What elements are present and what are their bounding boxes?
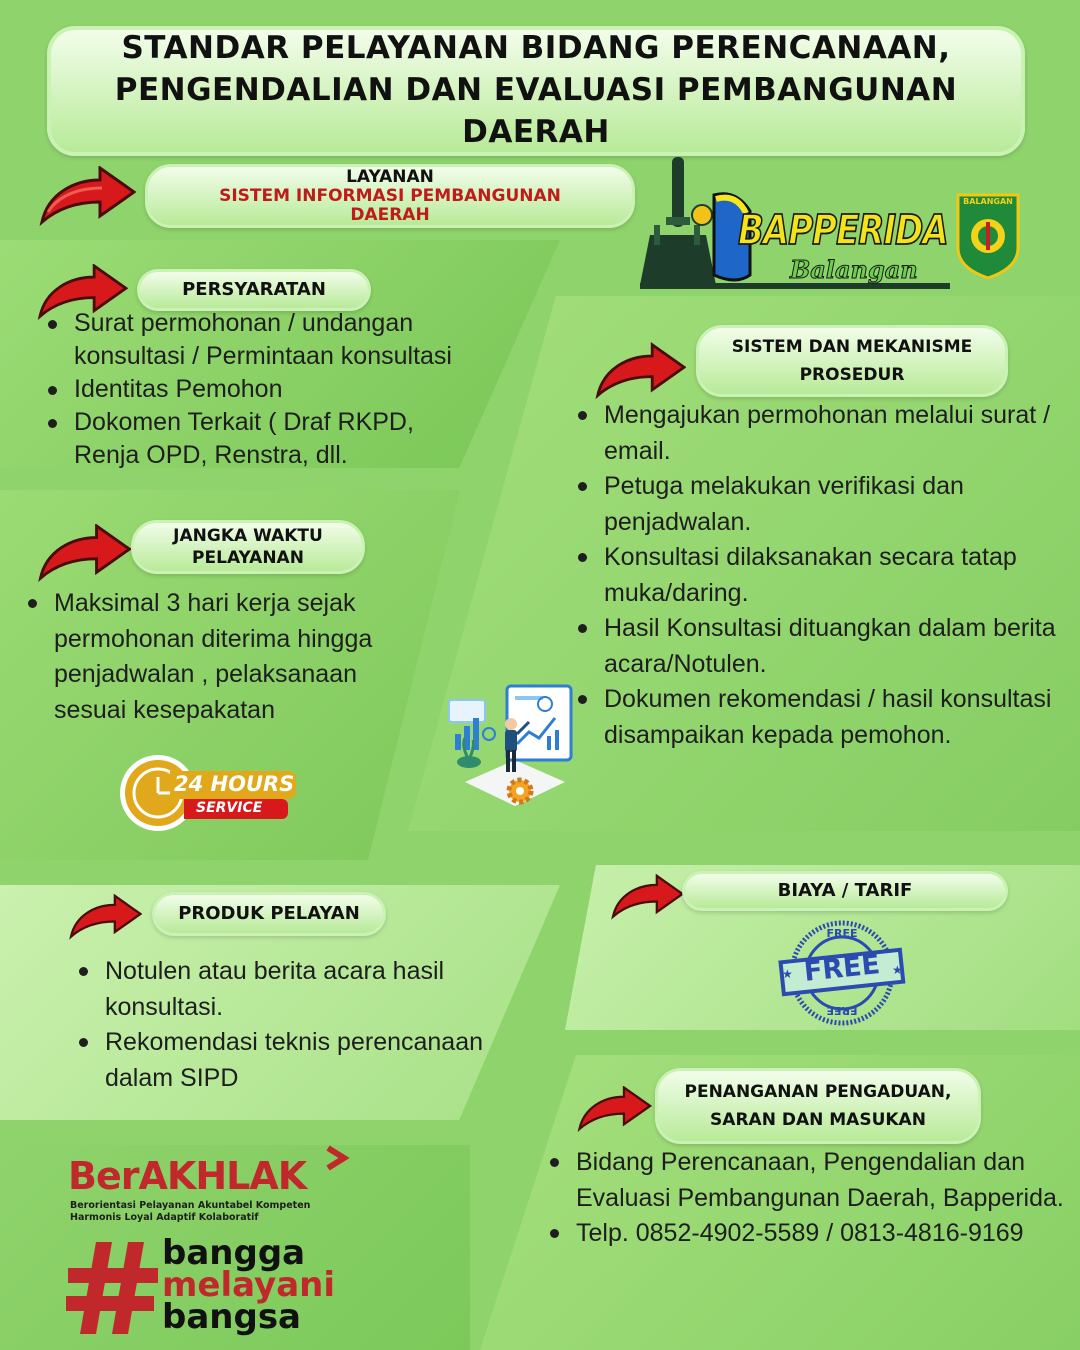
title-line-1: STANDAR PELAYANAN BIDANG PERENCANAAN, bbox=[121, 30, 951, 67]
svg-text:★: ★ bbox=[782, 967, 793, 981]
persyaratan-heading bbox=[137, 269, 371, 311]
list-item: Maksimal 3 hari kerja sejak permohonan diterima hingga penjadwalan , pelaksanaan sesuai kesepakatan bbox=[24, 586, 424, 728]
gear-icon bbox=[503, 774, 537, 808]
list-item: Petuga melakukan verifikasi dan penjadwalan. bbox=[574, 469, 1078, 540]
list-item: Surat permohonan / undangan konsultasi / Permintaan konsultasi bbox=[44, 307, 484, 373]
persyaratan-list bbox=[44, 307, 484, 472]
red-arrow-icon bbox=[36, 524, 132, 582]
jangka-heading-line-2: PELAYANAN bbox=[192, 548, 304, 568]
persyaratan-heading-text: PERSYARATAN bbox=[182, 278, 326, 300]
sistem-heading-line-2: PROSEDUR bbox=[799, 365, 905, 385]
berakhlak-logo bbox=[68, 1148, 358, 1228]
berakhlak-tagline-1: Berorientasi Pelayanan Akuntabel Kompeten bbox=[70, 1200, 311, 1211]
chevron-right-icon bbox=[322, 1144, 352, 1174]
sistem-heading bbox=[696, 325, 1008, 397]
free-stamp-top-text: FREE bbox=[826, 927, 858, 940]
sistem-heading-line-1: SISTEM DAN MEKANISME bbox=[731, 337, 973, 357]
produk-heading-text: PRODUK PELAYAN bbox=[178, 902, 360, 924]
bangga-line-2: melayani bbox=[162, 1265, 336, 1305]
berakhlak-wordmark: BerAKHLAK bbox=[68, 1154, 307, 1198]
jangka-heading-line-1: JANGKA WAKTU bbox=[173, 526, 323, 546]
pengaduan-list bbox=[546, 1145, 1076, 1252]
jangka-heading bbox=[131, 520, 365, 574]
layanan-name-line-2: DAERAH bbox=[350, 204, 430, 225]
bapperida-subtext: Balangan bbox=[790, 255, 918, 284]
list-item: Dokomen Terkait ( Draf RKPD, Renja OPD, Renstra, dll. bbox=[44, 406, 484, 472]
list-item: Hasil Konsultasi dituangkan dalam berita acara/Notulen. bbox=[574, 611, 1078, 682]
list-item: Telp. 0852-4902-5589 / 0813-4816-9169 bbox=[546, 1216, 1076, 1252]
red-arrow-icon bbox=[610, 873, 684, 921]
red-arrow-icon bbox=[594, 342, 686, 400]
jangka-list bbox=[24, 586, 424, 728]
service-text: SERVICE bbox=[196, 800, 263, 816]
sistem-list bbox=[574, 398, 1078, 753]
list-item: Mengajukan permohonan melalui surat / email. bbox=[574, 398, 1078, 469]
24-hours-text: 24 HOURS bbox=[174, 772, 295, 796]
pengaduan-heading-line-2: SARAN DAN MASUKAN bbox=[710, 1110, 926, 1130]
bangga-line-3: bangsa bbox=[162, 1297, 302, 1337]
svg-text:★: ★ bbox=[892, 963, 903, 977]
free-stamp-big-text: FREE bbox=[802, 949, 882, 988]
page-title bbox=[47, 26, 1025, 156]
produk-list bbox=[75, 954, 505, 1096]
hashtag-icon bbox=[66, 1240, 160, 1336]
list-item: Bidang Perencanaan, Pengendalian dan Evaluasi Pembangunan Daerah, Bapperida. bbox=[546, 1145, 1076, 1216]
bangga-line-1: bangga bbox=[162, 1233, 306, 1273]
layanan-label: LAYANAN bbox=[346, 166, 434, 187]
pengaduan-heading-line-1: PENANGANAN PENGADUAN, bbox=[684, 1082, 952, 1102]
24-hours-badge bbox=[118, 753, 300, 833]
biaya-heading bbox=[682, 871, 1008, 911]
biaya-heading-text: BIAYA / TARIF bbox=[777, 879, 913, 901]
title-line-3: DAERAH bbox=[462, 113, 610, 150]
red-arrow-icon bbox=[38, 166, 136, 226]
red-arrow-icon bbox=[576, 1086, 652, 1132]
bangga-melayani-logo bbox=[66, 1233, 366, 1340]
emblem-text: BALANGAN bbox=[963, 197, 1013, 206]
list-item: Notulen atau berita acara hasil konsultasi. bbox=[75, 954, 505, 1025]
layanan-pill bbox=[145, 164, 635, 228]
bapperida-logo bbox=[640, 155, 950, 295]
list-item: Rekomendasi teknis perencanaan dalam SIPD bbox=[75, 1025, 505, 1096]
pengaduan-heading bbox=[655, 1068, 981, 1144]
list-item: Identitas Pemohon bbox=[44, 373, 484, 406]
list-item: Konsultasi dilaksanakan secara tatap muka/daring. bbox=[574, 540, 1078, 611]
red-arrow-icon bbox=[68, 893, 142, 941]
list-item: Dokumen rekomendasi / hasil konsultasi disampaikan kepada pemohon. bbox=[574, 682, 1078, 753]
bapperida-wordmark: BAPPERIDA bbox=[738, 207, 948, 255]
berakhlak-tagline-2: Harmonis Loyal Adaptif Kolaboratif bbox=[70, 1212, 259, 1223]
title-line-2: PENGENDALIAN DAN EVALUASI PEMBANGUNAN bbox=[114, 72, 958, 109]
layanan-name-line-1: SISTEM INFORMASI PEMBANGUNAN bbox=[219, 185, 561, 206]
produk-heading bbox=[152, 892, 386, 936]
free-stamp-bottom-text: FREE bbox=[826, 1004, 858, 1017]
free-stamp bbox=[772, 918, 912, 1028]
balangan-emblem bbox=[955, 192, 1021, 280]
